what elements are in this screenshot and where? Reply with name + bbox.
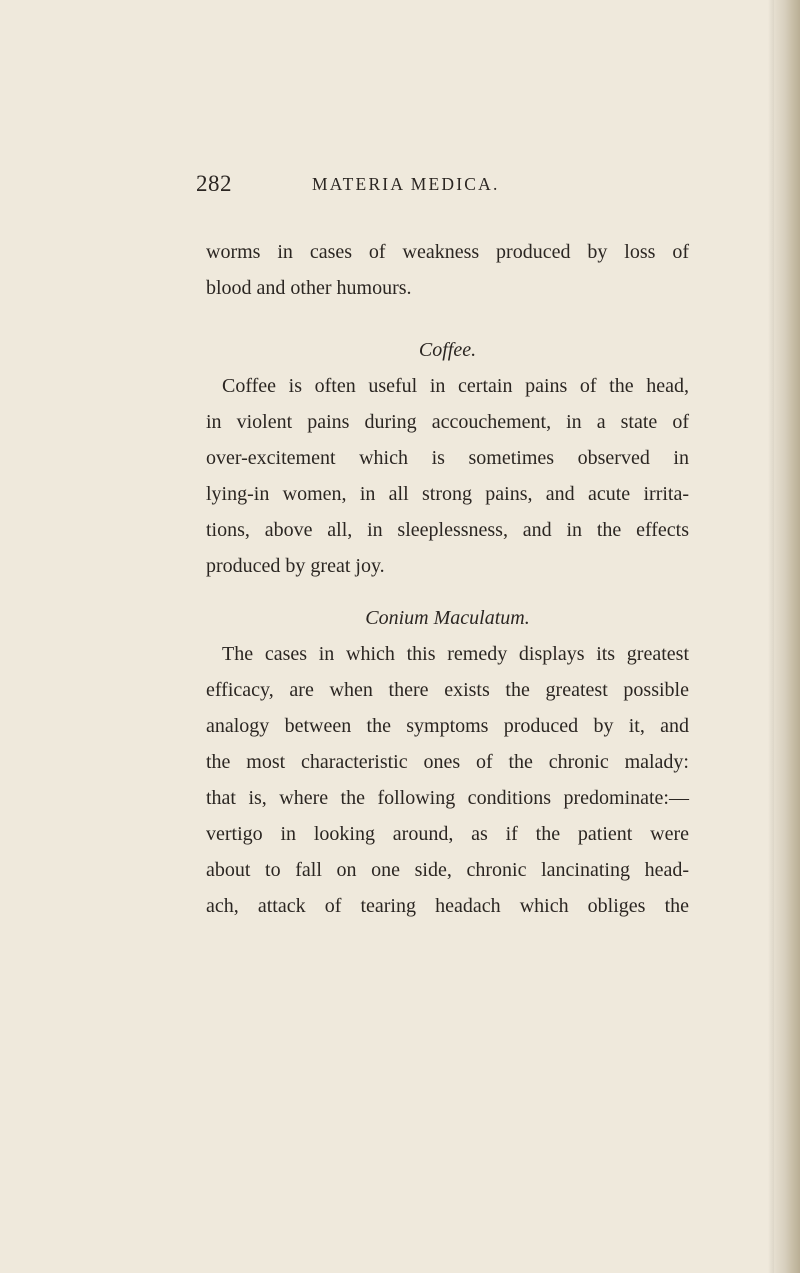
text-line: blood and other humours.: [206, 277, 412, 299]
text-line: over-excitement which is sometimes observed in: [206, 447, 689, 469]
text-line: produced by great joy.: [206, 555, 385, 577]
running-head: [196, 171, 736, 204]
section-heading-conium-maculatum: Conium Maculatum.: [365, 607, 530, 629]
paragraph-conium-maculatum: [206, 636, 689, 924]
text-line: that is, where the following conditions predominate:—: [206, 787, 689, 809]
page-edge: [774, 0, 800, 1273]
text-line: The cases in which this remedy displays its greatest: [222, 643, 689, 665]
text-line: the most characteristic ones of the chronic malady:: [206, 751, 689, 773]
text-line: lying-in women, in all strong pains, and acute irrita-: [206, 483, 689, 505]
text-line: tions, above all, in sleeplessness, and in the effects: [206, 519, 689, 541]
text-line: about to fall on one side, chronic lancinating head-: [206, 859, 689, 881]
paragraph-coffee: [206, 368, 689, 584]
text-line: vertigo in looking around, as if the patient were: [206, 823, 689, 845]
text-line: Coffee is often useful in certain pains of the head,: [222, 375, 689, 397]
section-heading-coffee: Coffee.: [418, 339, 477, 361]
text-line: ach, attack of tearing headach which obliges the: [206, 895, 689, 917]
page-number: 282: [196, 171, 232, 196]
header-title: MATERIA MEDICA.: [312, 174, 500, 194]
text-line: in violent pains during accouchement, in a state of: [206, 411, 689, 433]
paragraph-continuation: [206, 234, 689, 306]
text-line: efficacy, are when there exists the greatest possible: [206, 679, 689, 701]
text-line: analogy between the symptoms produced by it, and: [206, 715, 689, 737]
body-text: [206, 234, 689, 924]
text-line: worms in cases of weakness produced by loss of: [206, 241, 689, 263]
